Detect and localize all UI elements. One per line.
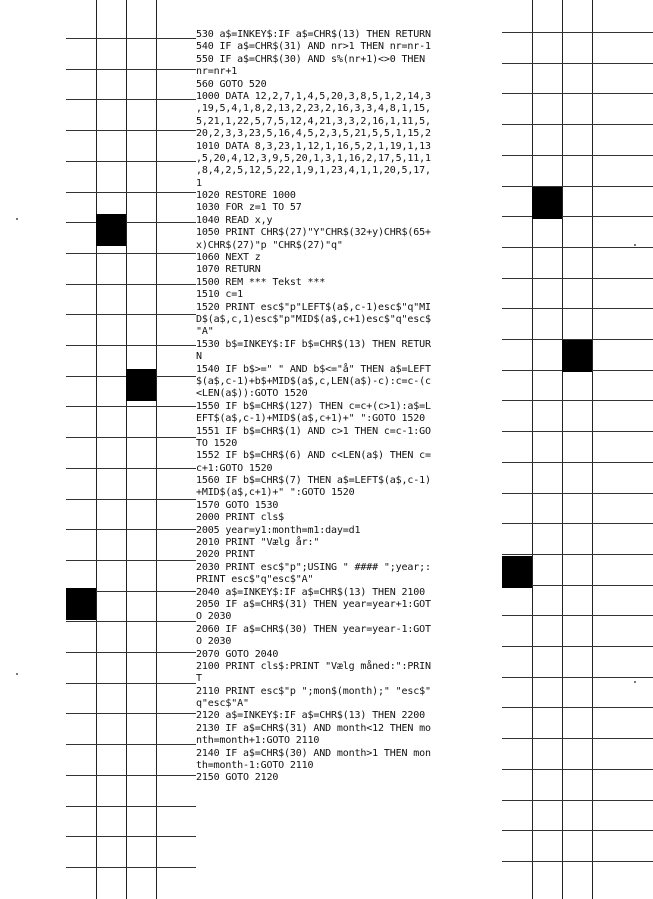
grid-line xyxy=(66,621,196,622)
grid-line xyxy=(66,529,196,530)
grid-line xyxy=(66,314,196,315)
grid-line xyxy=(562,0,563,899)
code-line: 2010 PRINT "Vælg år:" xyxy=(196,537,320,549)
grid-line xyxy=(502,32,653,33)
grid-line xyxy=(502,554,653,555)
code-line: 2130 IF a$=CHR$(31) AND month<12 THEN mo xyxy=(196,722,431,734)
grid-line xyxy=(66,652,196,653)
code-line: th=month-1:GOTO 2110 xyxy=(196,760,314,772)
code-line: 2150 GOTO 2120 xyxy=(196,772,279,784)
code-line: EFT$(a$,c-1)+MID$(a$,c+1)+" ":GOTO 1520 xyxy=(196,413,425,425)
code-line: c+1:GOTO 1520 xyxy=(196,462,273,474)
code-line: 2140 IF a$=CHR$(30) AND month>1 THEN mon xyxy=(196,747,431,759)
grid-line xyxy=(502,493,653,494)
code-line: 2100 PRINT cls$:PRINT "Vælg måned:":PRIN xyxy=(196,660,431,672)
code-line: 1010 DATA 8,3,23,1,12,1,16,5,2,1,19,1,13 xyxy=(196,140,431,152)
code-line: ,5,20,4,12,3,9,5,20,1,3,1,16,2,17,5,11,1 xyxy=(196,152,431,164)
scan-speck xyxy=(16,218,18,220)
filled-square xyxy=(532,187,562,219)
code-line: 1540 IF b$>=" " AND b$<="å" THEN a$=LEFT xyxy=(196,363,431,375)
code-line: 1530 b$=INKEY$:IF b$=CHR$(13) THEN RETUR xyxy=(196,338,431,350)
grid-line xyxy=(156,0,157,899)
grid-line xyxy=(502,124,653,125)
code-line: T xyxy=(196,673,202,685)
grid-line xyxy=(66,867,196,868)
grid-line xyxy=(66,713,196,714)
code-line: 540 IF a$=CHR$(31) AND nr>1 THEN nr=nr-1 xyxy=(196,41,431,53)
scan-speck xyxy=(16,673,18,675)
code-line: D$(a$,c,1)esc$"p"MID$(a$,c+1)esc$"q"esc$ xyxy=(196,313,431,325)
grid-line xyxy=(66,99,196,100)
grid-line xyxy=(66,69,196,70)
grid-line xyxy=(96,0,97,899)
grid-line xyxy=(66,744,196,745)
code-line: 1500 REM *** Tekst *** xyxy=(196,276,326,288)
code-line: 2120 a$=INKEY$:IF a$=CHR$(13) THEN 2200 xyxy=(196,710,425,722)
grid-line xyxy=(502,615,653,616)
grid-line xyxy=(66,437,196,438)
code-line: <LEN(a$)):GOTO 1520 xyxy=(196,388,308,400)
grid-line xyxy=(502,247,653,248)
code-line: PRINT esc$"q"esc$"A" xyxy=(196,574,314,586)
code-line: 1070 RETURN xyxy=(196,264,261,276)
code-line: O 2030 xyxy=(196,611,232,623)
code-line: nth=month+1:GOTO 2110 xyxy=(196,735,320,747)
code-line: 1050 PRINT CHR$(27)"Y"CHR$(32+y)CHR$(65+ xyxy=(196,227,431,239)
grid-line xyxy=(502,861,653,862)
code-line: nr=nr+1 xyxy=(196,66,238,78)
code-line: 1020 RESTORE 1000 xyxy=(196,190,296,202)
code-line: 2000 PRINT cls$ xyxy=(196,512,285,524)
code-line: x)CHR$(27)"p "CHR$(27)"q" xyxy=(196,239,343,251)
grid-line xyxy=(502,278,653,279)
code-line: 1030 FOR z=1 TO 57 xyxy=(196,202,302,214)
grid-line xyxy=(502,155,653,156)
grid-line xyxy=(66,806,196,807)
grid-line xyxy=(66,253,196,254)
grid-line xyxy=(66,222,196,223)
grid-line xyxy=(66,161,196,162)
grid-line xyxy=(502,63,653,64)
code-line: 1551 IF b$=CHR$(1) AND c>1 THEN c=c-1:GO xyxy=(196,425,431,437)
grid-line xyxy=(502,431,653,432)
code-line: 1510 c=1 xyxy=(196,289,243,301)
filled-square xyxy=(66,588,96,620)
grid-line xyxy=(66,192,196,193)
code-line: 2020 PRINT xyxy=(196,549,255,561)
code-line: TO 1520 xyxy=(196,437,238,449)
grid-line xyxy=(66,468,196,469)
code-line: q"esc$"A" xyxy=(196,698,249,710)
code-line: O 2030 xyxy=(196,636,232,648)
grid-line xyxy=(592,0,593,899)
grid-line xyxy=(502,677,653,678)
grid-line xyxy=(502,216,653,217)
code-line: +MID$(a$,c+1)+" ":GOTO 1520 xyxy=(196,487,355,499)
grid-line xyxy=(502,646,653,647)
code-line: 2030 PRINT esc$"p";USING " #### ";year;: xyxy=(196,561,431,573)
grid-line xyxy=(502,400,653,401)
filled-square xyxy=(562,340,592,372)
code-line: "A" xyxy=(196,326,214,338)
filled-square xyxy=(96,214,126,246)
code-line: 560 GOTO 520 xyxy=(196,78,267,90)
code-line: 2070 GOTO 2040 xyxy=(196,648,279,660)
grid-line xyxy=(502,308,653,309)
grid-line xyxy=(502,830,653,831)
grid-line xyxy=(66,38,196,39)
code-line: 2060 IF a$=CHR$(30) THEN year=year-1:GOT xyxy=(196,623,431,635)
grid-line xyxy=(66,560,196,561)
basic-code-listing xyxy=(196,29,508,785)
scan-speck xyxy=(634,244,636,246)
grid-line xyxy=(66,683,196,684)
code-line: 1040 READ x,y xyxy=(196,214,273,226)
code-line: 1060 NEXT z xyxy=(196,252,261,264)
code-line: $(a$,c-1)+b$+MID$(a$,c,LEN(a$)-c):c=c-(c xyxy=(196,375,431,387)
grid-line xyxy=(126,0,127,899)
grid-line xyxy=(502,738,653,739)
code-line: 1 xyxy=(196,177,202,189)
grid-line xyxy=(502,462,653,463)
grid-line xyxy=(502,186,653,187)
code-line: 2040 a$=INKEY$:IF a$=CHR$(13) THEN 2100 xyxy=(196,586,425,598)
code-line: 2050 IF a$=CHR$(31) THEN year=year+1:GOT xyxy=(196,598,431,610)
grid-line xyxy=(66,130,196,131)
code-line: 5,21,1,22,5,7,5,12,4,21,3,3,2,16,1,11,5, xyxy=(196,115,431,127)
code-line: 20,2,3,3,23,5,16,4,5,2,3,5,21,5,5,1,15,2 xyxy=(196,128,431,140)
grid-line xyxy=(66,836,196,837)
grid-line xyxy=(66,406,196,407)
code-line: 1550 IF b$=CHR$(127) THEN c=c+(c>1):a$=L xyxy=(196,400,431,412)
scan-speck xyxy=(634,681,636,683)
grid-line xyxy=(502,707,653,708)
code-line: 530 a$=INKEY$:IF a$=CHR$(13) THEN RETURN xyxy=(196,29,431,40)
grid-line xyxy=(502,93,653,94)
grid-line xyxy=(66,775,196,776)
code-line: 550 IF a$=CHR$(30) AND s%(nr+1)<>0 THEN xyxy=(196,53,425,65)
code-line: 2005 year=y1:month=m1:day=d1 xyxy=(196,524,361,536)
grid-line xyxy=(502,769,653,770)
grid-line xyxy=(532,0,533,899)
code-line: 2110 PRINT esc$"p ";mon$(month);" "esc$" xyxy=(196,685,431,697)
code-line: 1552 IF b$=CHR$(6) AND c<LEN(a$) THEN c= xyxy=(196,450,431,462)
code-line: N xyxy=(196,351,202,363)
grid-line xyxy=(502,800,653,801)
code-line: 1000 DATA 12,2,7,1,4,5,20,3,8,5,1,2,14,3 xyxy=(196,90,431,102)
code-line: 1560 IF b$=CHR$(7) THEN a$=LEFT$(a$,c-1) xyxy=(196,475,431,487)
code-line: ,8,4,2,5,12,5,22,1,9,1,23,4,1,1,20,5,17, xyxy=(196,165,431,177)
grid-line xyxy=(66,499,196,500)
grid-line xyxy=(502,523,653,524)
grid-line xyxy=(66,345,196,346)
grid-line xyxy=(66,284,196,285)
filled-square xyxy=(126,369,156,401)
code-line: 1570 GOTO 1530 xyxy=(196,499,279,511)
code-line: ,19,5,4,1,8,2,13,2,23,2,16,3,3,4,8,1,15, xyxy=(196,103,431,115)
code-line: 1520 PRINT esc$"p"LEFT$(a$,c-1)esc$"q"MI xyxy=(196,301,431,313)
